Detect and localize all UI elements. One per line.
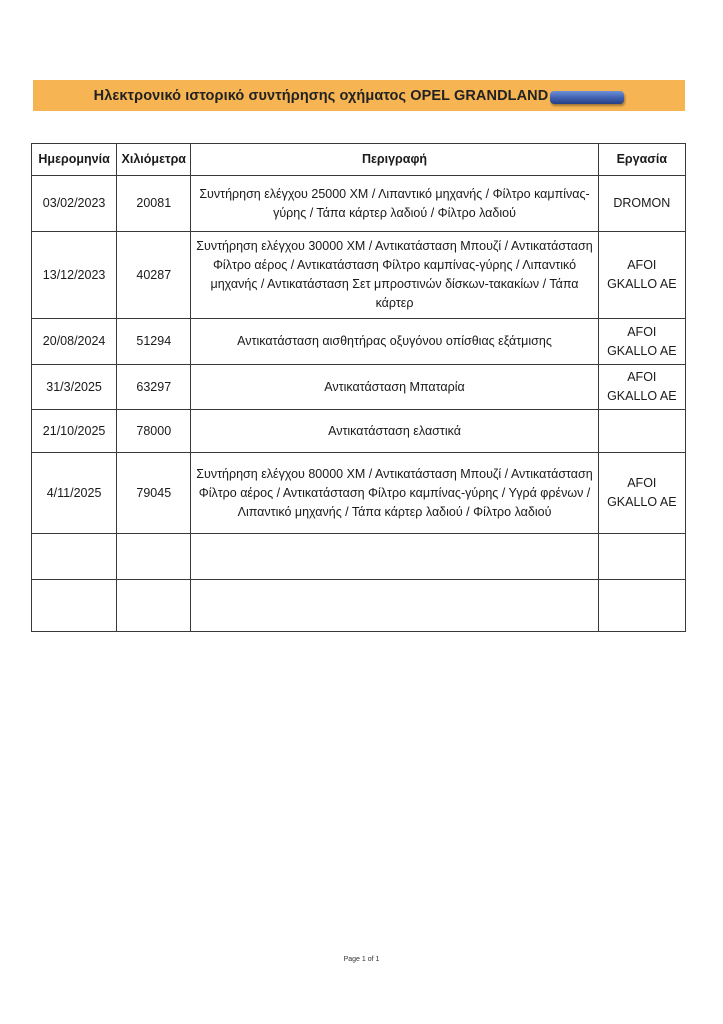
table-row (32, 176, 686, 232)
cell-description (191, 534, 598, 580)
column-header-description: Περιγραφή (191, 144, 598, 176)
cell-date (32, 580, 117, 632)
cell-km: 78000 (117, 410, 191, 453)
column-header-km: Χιλιόμετρα (117, 144, 191, 176)
table-row (32, 365, 686, 410)
redaction-mark (550, 91, 624, 104)
page-number: Page 1 of 1 (343, 956, 380, 963)
document-title: Ηλεκτρονικό ιστορικό συντήρησης οχήματος OPEL GRANDLAND (93, 87, 549, 104)
title-wrap (94, 88, 625, 104)
cell-date: 4/11/2025 (32, 453, 117, 534)
title-banner (33, 80, 685, 111)
cell-date: 03/02/2023 (32, 176, 117, 232)
cell-workshop: DROMON (598, 176, 685, 232)
cell-workshop: AFOI GKALLO AE (598, 232, 685, 319)
cell-km (117, 534, 191, 580)
cell-date: 20/08/2024 (32, 319, 117, 365)
cell-description: Συντήρηση ελέγχου 30000 ΧΜ / Αντικατάσταση Μπουζί / Αντικατάσταση Φίλτρο αέρος / Αντικατάσταση Φίλτρο καμπίνας-γύρης / Λιπαντικό μηχανής / Αντικατάσταση Σετ μπροστινών δίσκων-τακακίων / Τάπα κάρτερ (191, 232, 598, 319)
cell-description: Αντικατάσταση ελαστικά (191, 410, 598, 453)
cell-description (191, 580, 598, 632)
cell-description: Αντικατάσταση Μπαταρία (191, 365, 598, 410)
table-row (32, 580, 686, 632)
cell-date (32, 534, 117, 580)
cell-workshop: AFOI GKALLO AE (598, 319, 685, 365)
cell-km: 51294 (117, 319, 191, 365)
table-header-row (32, 144, 686, 176)
cell-km: 63297 (117, 365, 191, 410)
cell-date: 21/10/2025 (32, 410, 117, 453)
table-row (32, 319, 686, 365)
column-header-date: Ημερομηνία (32, 144, 117, 176)
cell-date: 13/12/2023 (32, 232, 117, 319)
table-row (32, 232, 686, 319)
cell-date: 31/3/2025 (32, 365, 117, 410)
cell-workshop: AFOI GKALLO AE (598, 453, 685, 534)
cell-km: 40287 (117, 232, 191, 319)
maintenance-table (31, 143, 686, 632)
cell-description: Συντήρηση ελέγχου 80000 ΧΜ / Αντικατάσταση Μπουζί / Αντικατάσταση Φίλτρο αέρος / Αντικατάσταση Φίλτρο καμπίνας-γύρης / Υγρά φρένων / Λιπαντικό μηχανής / Τάπα κάρτερ λαδιού / Φίλτρο λαδιού (191, 453, 598, 534)
table-row (32, 534, 686, 580)
cell-workshop (598, 534, 685, 580)
table-row (32, 453, 686, 534)
cell-workshop (598, 580, 685, 632)
cell-description: Συντήρηση ελέγχου 25000 ΧΜ / Λιπαντικό μηχανής / Φίλτρο καμπίνας-γύρης / Τάπα κάρτερ λαδιού / Φίλτρο λαδιού (191, 176, 598, 232)
cell-km: 20081 (117, 176, 191, 232)
cell-workshop (598, 410, 685, 453)
column-header-workshop: Εργασία (598, 144, 685, 176)
cell-workshop: AFOI GKALLO AE (598, 365, 685, 410)
cell-km (117, 580, 191, 632)
table-row (32, 410, 686, 453)
cell-description: Αντικατάσταση αισθητήρας οξυγόνου οπίσθιας εξάτμισης (191, 319, 598, 365)
cell-km: 79045 (117, 453, 191, 534)
